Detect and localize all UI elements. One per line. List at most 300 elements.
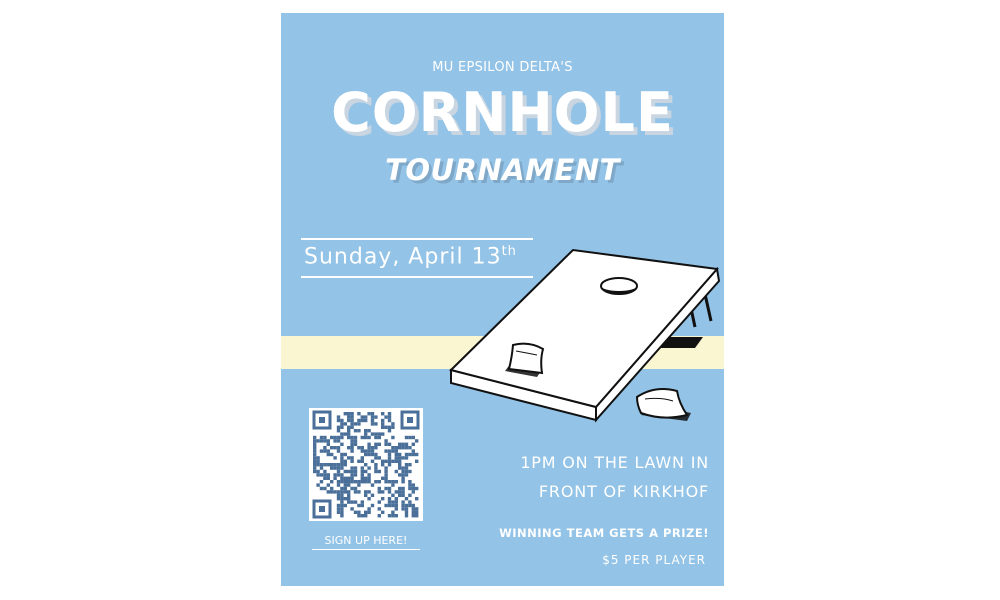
qr-module	[384, 443, 387, 446]
qr-module	[337, 483, 340, 486]
qr-module	[367, 473, 370, 476]
qr-module	[344, 477, 347, 480]
qr-module	[412, 511, 415, 514]
qr-module	[350, 507, 353, 510]
qr-module	[347, 412, 350, 415]
qr-module	[361, 436, 364, 439]
qr-module	[395, 446, 398, 449]
qr-module	[340, 500, 343, 503]
qr-module	[361, 446, 364, 449]
qr-module	[371, 419, 374, 422]
qr-module	[316, 460, 319, 463]
qr-module	[378, 436, 381, 439]
qr-module	[395, 453, 398, 456]
qr-module	[340, 490, 343, 493]
qr-module	[408, 480, 411, 483]
qr-module	[344, 463, 347, 466]
qr-module	[320, 466, 323, 469]
qr-module	[313, 443, 316, 446]
qr-module	[388, 449, 391, 452]
qr-module	[347, 429, 350, 432]
qr-module	[371, 453, 374, 456]
qr-module	[381, 432, 384, 435]
qr-module	[388, 412, 391, 415]
qr-module	[364, 429, 367, 432]
qr-module	[371, 412, 374, 415]
qr-module	[374, 443, 377, 446]
qr-module	[381, 477, 384, 480]
qr-module	[323, 446, 326, 449]
qr-module	[367, 449, 370, 452]
qr-module	[350, 473, 353, 476]
qr-module	[391, 504, 394, 507]
qr-module	[391, 494, 394, 497]
qr-module	[347, 483, 350, 486]
qr-module	[361, 504, 364, 507]
qr-module	[337, 490, 340, 493]
qr-module	[367, 443, 370, 446]
qr-module	[337, 466, 340, 469]
qr-module	[384, 504, 387, 507]
qr-module	[384, 477, 387, 480]
qr-module	[323, 477, 326, 480]
qr-module	[357, 429, 360, 432]
qr-module	[347, 497, 350, 500]
qr-module	[327, 453, 330, 456]
qr-module	[371, 415, 374, 418]
qr-module	[323, 487, 326, 490]
qr-module	[333, 446, 336, 449]
qr-module	[367, 466, 370, 469]
qr-module	[398, 456, 401, 459]
qr-module	[344, 490, 347, 493]
qr-module	[378, 487, 381, 490]
qr-module	[347, 490, 350, 493]
qr-module	[395, 470, 398, 473]
qr-module	[361, 477, 364, 480]
qr-module	[367, 453, 370, 456]
qr-module	[378, 490, 381, 493]
qr-module	[371, 422, 374, 425]
event-date-text: Sunday, April 13	[304, 244, 502, 270]
qr-module	[405, 456, 408, 459]
qr-module	[374, 466, 377, 469]
qr-module	[408, 446, 411, 449]
qr-module	[344, 480, 347, 483]
qr-module	[408, 453, 411, 456]
qr-module	[388, 514, 391, 517]
qr-module	[337, 507, 340, 510]
qr-module	[357, 412, 360, 415]
price-text: $5 PER PLAYER	[602, 553, 706, 567]
qr-module	[378, 480, 381, 483]
qr-module	[357, 480, 360, 483]
qr-module	[364, 470, 367, 473]
qr-module	[401, 487, 404, 490]
qr-module	[395, 460, 398, 463]
qr-module	[347, 415, 350, 418]
qr-module	[401, 466, 404, 469]
qr-module	[323, 463, 326, 466]
qr-module	[371, 446, 374, 449]
qr-module	[357, 514, 360, 517]
qr-module	[412, 504, 415, 507]
qr-module	[408, 487, 411, 490]
qr-module	[347, 436, 350, 439]
qr-module	[340, 463, 343, 466]
qr-module	[330, 490, 333, 493]
qr-module	[337, 497, 340, 500]
qr-module	[330, 466, 333, 469]
qr-module	[364, 432, 367, 435]
qr-module	[364, 436, 367, 439]
qr-module	[340, 494, 343, 497]
qr-module	[378, 470, 381, 473]
qr-module	[398, 487, 401, 490]
qr-module	[391, 511, 394, 514]
qr-module	[350, 477, 353, 480]
qr-module	[384, 426, 387, 429]
qr-module	[401, 494, 404, 497]
qr-module	[337, 511, 340, 514]
qr-module	[367, 511, 370, 514]
qr-module	[320, 480, 323, 483]
qr-module	[350, 439, 353, 442]
poster-title: CORNHOLE	[331, 81, 674, 144]
qr-module	[350, 500, 353, 503]
qr-module	[320, 449, 323, 452]
event-date-suffix: th	[501, 244, 517, 259]
qr-module	[313, 456, 316, 459]
qr-module	[344, 497, 347, 500]
qr-module	[313, 470, 316, 473]
qr-module	[357, 511, 360, 514]
qr-module	[340, 426, 343, 429]
qr-module	[350, 443, 353, 446]
qr-module	[347, 480, 350, 483]
qr-module	[364, 453, 367, 456]
qr-module	[361, 470, 364, 473]
qr-module	[350, 470, 353, 473]
qr-module	[354, 466, 357, 469]
qr-module	[405, 511, 408, 514]
qr-module	[371, 449, 374, 452]
qr-module	[381, 497, 384, 500]
qr-module	[344, 487, 347, 490]
qr-module	[340, 453, 343, 456]
qr-module	[320, 487, 323, 490]
qr-module	[347, 426, 350, 429]
qr-module	[354, 422, 357, 425]
qr-module	[367, 507, 370, 510]
qr-module	[388, 453, 391, 456]
qr-module	[395, 507, 398, 510]
qr-module	[337, 439, 340, 442]
qr-module	[384, 487, 387, 490]
qr-module	[337, 449, 340, 452]
qr-module	[361, 480, 364, 483]
qr-module	[327, 449, 330, 452]
qr-module	[340, 443, 343, 446]
qr-module	[378, 456, 381, 459]
qr-module	[405, 507, 408, 510]
qr-module	[316, 456, 319, 459]
qr-module	[323, 473, 326, 476]
qr-module	[408, 483, 411, 486]
qr-module	[340, 456, 343, 459]
qr-module	[405, 466, 408, 469]
qr-module	[364, 419, 367, 422]
qr-module	[340, 436, 343, 439]
qr-module	[384, 473, 387, 476]
qr-module	[354, 480, 357, 483]
qr-module	[344, 422, 347, 425]
qr-module	[344, 460, 347, 463]
qr-module	[313, 436, 316, 439]
qr-module	[367, 497, 370, 500]
qr-module	[350, 446, 353, 449]
qr-module	[412, 507, 415, 510]
qr-module	[340, 514, 343, 517]
qr-module	[350, 466, 353, 469]
qr-module	[313, 453, 316, 456]
qr-module	[381, 463, 384, 466]
qr-module	[395, 500, 398, 503]
qr-module	[316, 470, 319, 473]
qr-module	[367, 436, 370, 439]
qr-module	[395, 504, 398, 507]
qr-module	[405, 473, 408, 476]
qr-module	[401, 490, 404, 493]
qr-module	[367, 477, 370, 480]
qr-module	[330, 463, 333, 466]
qr-module	[412, 483, 415, 486]
qr-module	[391, 460, 394, 463]
qr-module	[347, 419, 350, 422]
qr-module	[350, 456, 353, 459]
qr-module	[344, 470, 347, 473]
qr-module	[391, 446, 394, 449]
qr-module	[361, 449, 364, 452]
qr-module	[371, 432, 374, 435]
qr-module	[391, 426, 394, 429]
qr-module	[340, 504, 343, 507]
qr-module	[320, 463, 323, 466]
qr-module	[384, 470, 387, 473]
qr-module	[384, 480, 387, 483]
qr-module	[388, 480, 391, 483]
location-line-1: 1PM ON THE LAWN IN	[520, 453, 709, 472]
qr-module	[327, 483, 330, 486]
qr-module	[337, 473, 340, 476]
qr-module	[350, 436, 353, 439]
qr-code-graphic	[309, 408, 423, 521]
qr-module	[398, 453, 401, 456]
qr-module	[415, 511, 418, 514]
qr-module	[354, 439, 357, 442]
qr-module	[320, 439, 323, 442]
qr-module	[340, 477, 343, 480]
qr-module	[374, 480, 377, 483]
qr-module	[347, 446, 350, 449]
qr-module	[333, 473, 336, 476]
prize-text: WINNING TEAM GETS A PRIZE!	[499, 526, 709, 540]
qr-module	[398, 490, 401, 493]
qr-module	[340, 422, 343, 425]
qr-module	[344, 504, 347, 507]
qr-module	[371, 460, 374, 463]
qr-module	[388, 415, 391, 418]
signup-link[interactable]: SIGN UP HERE!	[312, 534, 420, 550]
qr-module	[395, 480, 398, 483]
qr-module	[340, 511, 343, 514]
qr-module	[350, 487, 353, 490]
qr-module	[327, 463, 330, 466]
qr-module	[357, 504, 360, 507]
qr-module	[391, 436, 394, 439]
qr-module	[327, 443, 330, 446]
qr-module	[330, 453, 333, 456]
qr-module	[344, 453, 347, 456]
qr-module	[401, 473, 404, 476]
qr-module	[354, 500, 357, 503]
qr-module	[337, 415, 340, 418]
qr-module	[374, 453, 377, 456]
qr-module	[405, 514, 408, 517]
qr-module	[384, 415, 387, 418]
qr-module	[388, 504, 391, 507]
qr-module	[357, 460, 360, 463]
qr-module	[357, 490, 360, 493]
qr-module	[354, 470, 357, 473]
qr-module	[381, 490, 384, 493]
qr-module	[327, 490, 330, 493]
qr-module	[323, 449, 326, 452]
qr-module	[395, 490, 398, 493]
qr-module	[354, 511, 357, 514]
qr-module	[412, 436, 415, 439]
qr-module	[374, 463, 377, 466]
qr-module	[405, 504, 408, 507]
qr-module	[381, 419, 384, 422]
qr-module	[378, 507, 381, 510]
qr-module	[374, 456, 377, 459]
qr-module	[337, 480, 340, 483]
qr-module	[415, 497, 418, 500]
qr-module	[337, 504, 340, 507]
qr-module	[347, 470, 350, 473]
qr-module	[337, 436, 340, 439]
qr-module	[374, 432, 377, 435]
qr-module	[412, 487, 415, 490]
qr-module	[340, 473, 343, 476]
qr-module	[340, 432, 343, 435]
qr-module	[408, 463, 411, 466]
qr-module	[316, 483, 319, 486]
qr-module	[347, 456, 350, 459]
qr-module	[354, 429, 357, 432]
qr-module	[357, 446, 360, 449]
qr-module	[412, 490, 415, 493]
qr-module	[384, 466, 387, 469]
qr-module	[398, 446, 401, 449]
qr-module	[333, 439, 336, 442]
qr-module	[357, 422, 360, 425]
qr-module	[381, 412, 384, 415]
qr-module	[388, 500, 391, 503]
qr-module	[388, 456, 391, 459]
qr-module	[415, 460, 418, 463]
qr-module	[408, 500, 411, 503]
qr-module	[361, 415, 364, 418]
qr-module	[415, 439, 418, 442]
qr-module	[367, 480, 370, 483]
qr-module	[395, 514, 398, 517]
qr-module	[412, 514, 415, 517]
qr-module	[337, 494, 340, 497]
qr-module	[327, 473, 330, 476]
qr-module	[333, 490, 336, 493]
qr-module	[323, 470, 326, 473]
qr-module	[401, 456, 404, 459]
qr-module	[364, 463, 367, 466]
qr-module	[316, 463, 319, 466]
qr-module	[408, 436, 411, 439]
qr-module	[388, 419, 391, 422]
qr-module	[361, 460, 364, 463]
qr-module	[344, 412, 347, 415]
qr-module	[415, 453, 418, 456]
qr-module	[374, 446, 377, 449]
qr-module	[388, 463, 391, 466]
qr-module	[361, 419, 364, 422]
qr-module	[388, 490, 391, 493]
qr-module	[405, 443, 408, 446]
qr-module	[347, 494, 350, 497]
qr-module	[367, 490, 370, 493]
qr-module	[364, 477, 367, 480]
qr-module	[354, 473, 357, 476]
qr-module	[398, 460, 401, 463]
qr-module	[401, 446, 404, 449]
organizer-line: MU EPSILON DELTA'S	[432, 60, 573, 75]
qr-module	[388, 429, 391, 432]
qr-module	[350, 480, 353, 483]
qr-module	[333, 463, 336, 466]
qr-module	[357, 483, 360, 486]
qr-module	[412, 443, 415, 446]
qr-module	[405, 453, 408, 456]
qr-module	[350, 415, 353, 418]
qr-module	[313, 449, 316, 452]
qr-module	[340, 507, 343, 510]
qr-module	[395, 449, 398, 452]
qr-module	[378, 500, 381, 503]
qr-module	[313, 463, 316, 466]
poster-subtitle: TOURNAMENT	[385, 153, 620, 187]
qr-module	[364, 449, 367, 452]
qr-code-icon[interactable]	[309, 408, 423, 521]
qr-module	[391, 480, 394, 483]
qr-module	[350, 449, 353, 452]
qr-module	[381, 426, 384, 429]
qr-module	[395, 456, 398, 459]
qr-module	[367, 429, 370, 432]
event-poster	[281, 13, 724, 586]
qr-module	[374, 422, 377, 425]
qr-module	[347, 432, 350, 435]
qr-module	[381, 422, 384, 425]
